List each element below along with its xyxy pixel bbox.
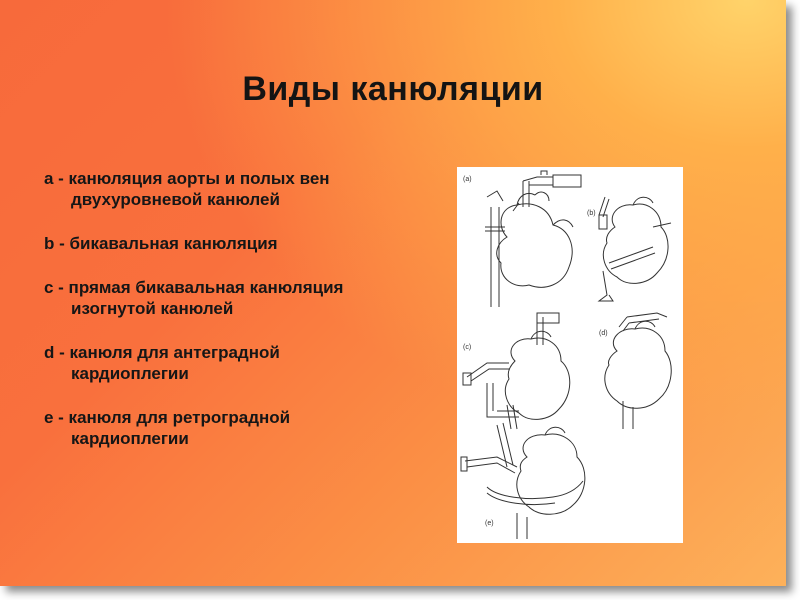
drawing-a [485, 171, 581, 307]
list-item: e - канюля для ретроградной кардиоплегии [44, 408, 291, 448]
cannulation-list [44, 168, 384, 472]
slide-title: Виды канюляции [242, 70, 544, 108]
drawing-b [599, 197, 671, 301]
drawing-e [461, 405, 585, 539]
drawing-d [605, 313, 671, 429]
list-item: а - канюляция аорты и полых вен двухуровневой канюлей [44, 169, 330, 209]
list-item: c - прямая бикавальная канюляция изогнутой канюлей [44, 278, 344, 318]
list-item: d - канюля для антеградной кардиоплегии [44, 343, 280, 383]
list-item: b - бикавальная канюляция [44, 234, 278, 253]
figure-label-a: (a) [463, 176, 472, 183]
figure-label-d: (d) [599, 330, 608, 337]
figure-label-e: (e) [485, 520, 494, 527]
figure-label-c: (c) [463, 344, 472, 351]
cannulation-illustration [457, 167, 683, 543]
heart-cannulation-drawings [457, 167, 683, 543]
drawing-c [463, 313, 570, 419]
figure-label-b: (b) [587, 210, 596, 217]
